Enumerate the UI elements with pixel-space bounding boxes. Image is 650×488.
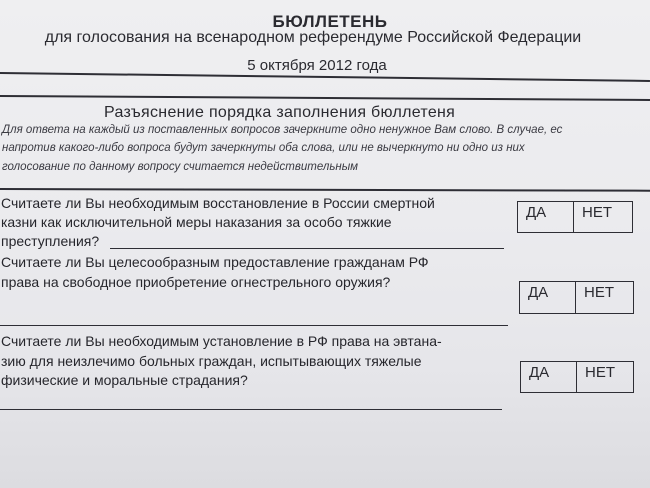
question-3-line-1: Считаете ли Вы необходимым установление в РФ права на эвтана- [1,333,442,349]
question-2-line-1: Считаете ли Вы целесообразным предоставление гражданам РФ [1,254,429,270]
instruction-line-1: Для ответа на каждый из поставленных вопросов зачеркните одно ненужное Вам слово. В случае, ес [2,124,563,136]
question-1-no-option[interactable]: НЕТ [582,204,612,221]
question-3-line-3: физические и моральные страдания? [1,372,248,388]
question-1-line-2: казни как исключительной меры наказания за особо тяжкие [1,214,392,230]
ballot-title: БЮЛЛЕТЕНЬ [272,12,388,31]
ballot-date: 5 октября 2012 года [247,57,387,74]
question-1-line-1: Считаете ли Вы необходимым восстановление в России смертной [1,195,435,211]
question-3-yes-option[interactable]: ДА [521,362,577,392]
question-1-line-3: преступления? [1,233,100,249]
explanation-top-rule [0,95,650,100]
instruction-line-2: напротив какого-либо вопроса будут зачеркнуты оба слова, или не вычеркнуто ни одно из них [2,142,525,154]
question-2-answer-box [519,281,634,314]
question-2-line-2: права на свободное приобретение огнестрельного оружия? [1,274,391,290]
question-3-line-2: зию для неизлечимо больных граждан, испытывающих тяжелые [1,353,422,369]
explanation-title: Разъяснение порядка заполнения бюллетеня [104,104,456,121]
question-3-answer-box [520,361,634,393]
explanation-bottom-rule [0,188,650,191]
question-3-no-option[interactable]: НЕТ [585,364,615,381]
instruction-line-3: голосование по данному вопросу считается недействительным [2,161,359,173]
ballot-subtitle: для голосования на всенародном референдуме Российской Федерации [44,29,582,46]
question-1-yes-option[interactable]: ДА [518,202,574,232]
question-3-divider [0,409,502,410]
question-1-answer-box [517,201,633,233]
question-2-yes-option[interactable]: ДА [520,282,576,313]
question-2-no-option[interactable]: НЕТ [584,284,614,301]
question-2-divider [0,325,508,326]
question-1-answer-line [110,248,504,249]
